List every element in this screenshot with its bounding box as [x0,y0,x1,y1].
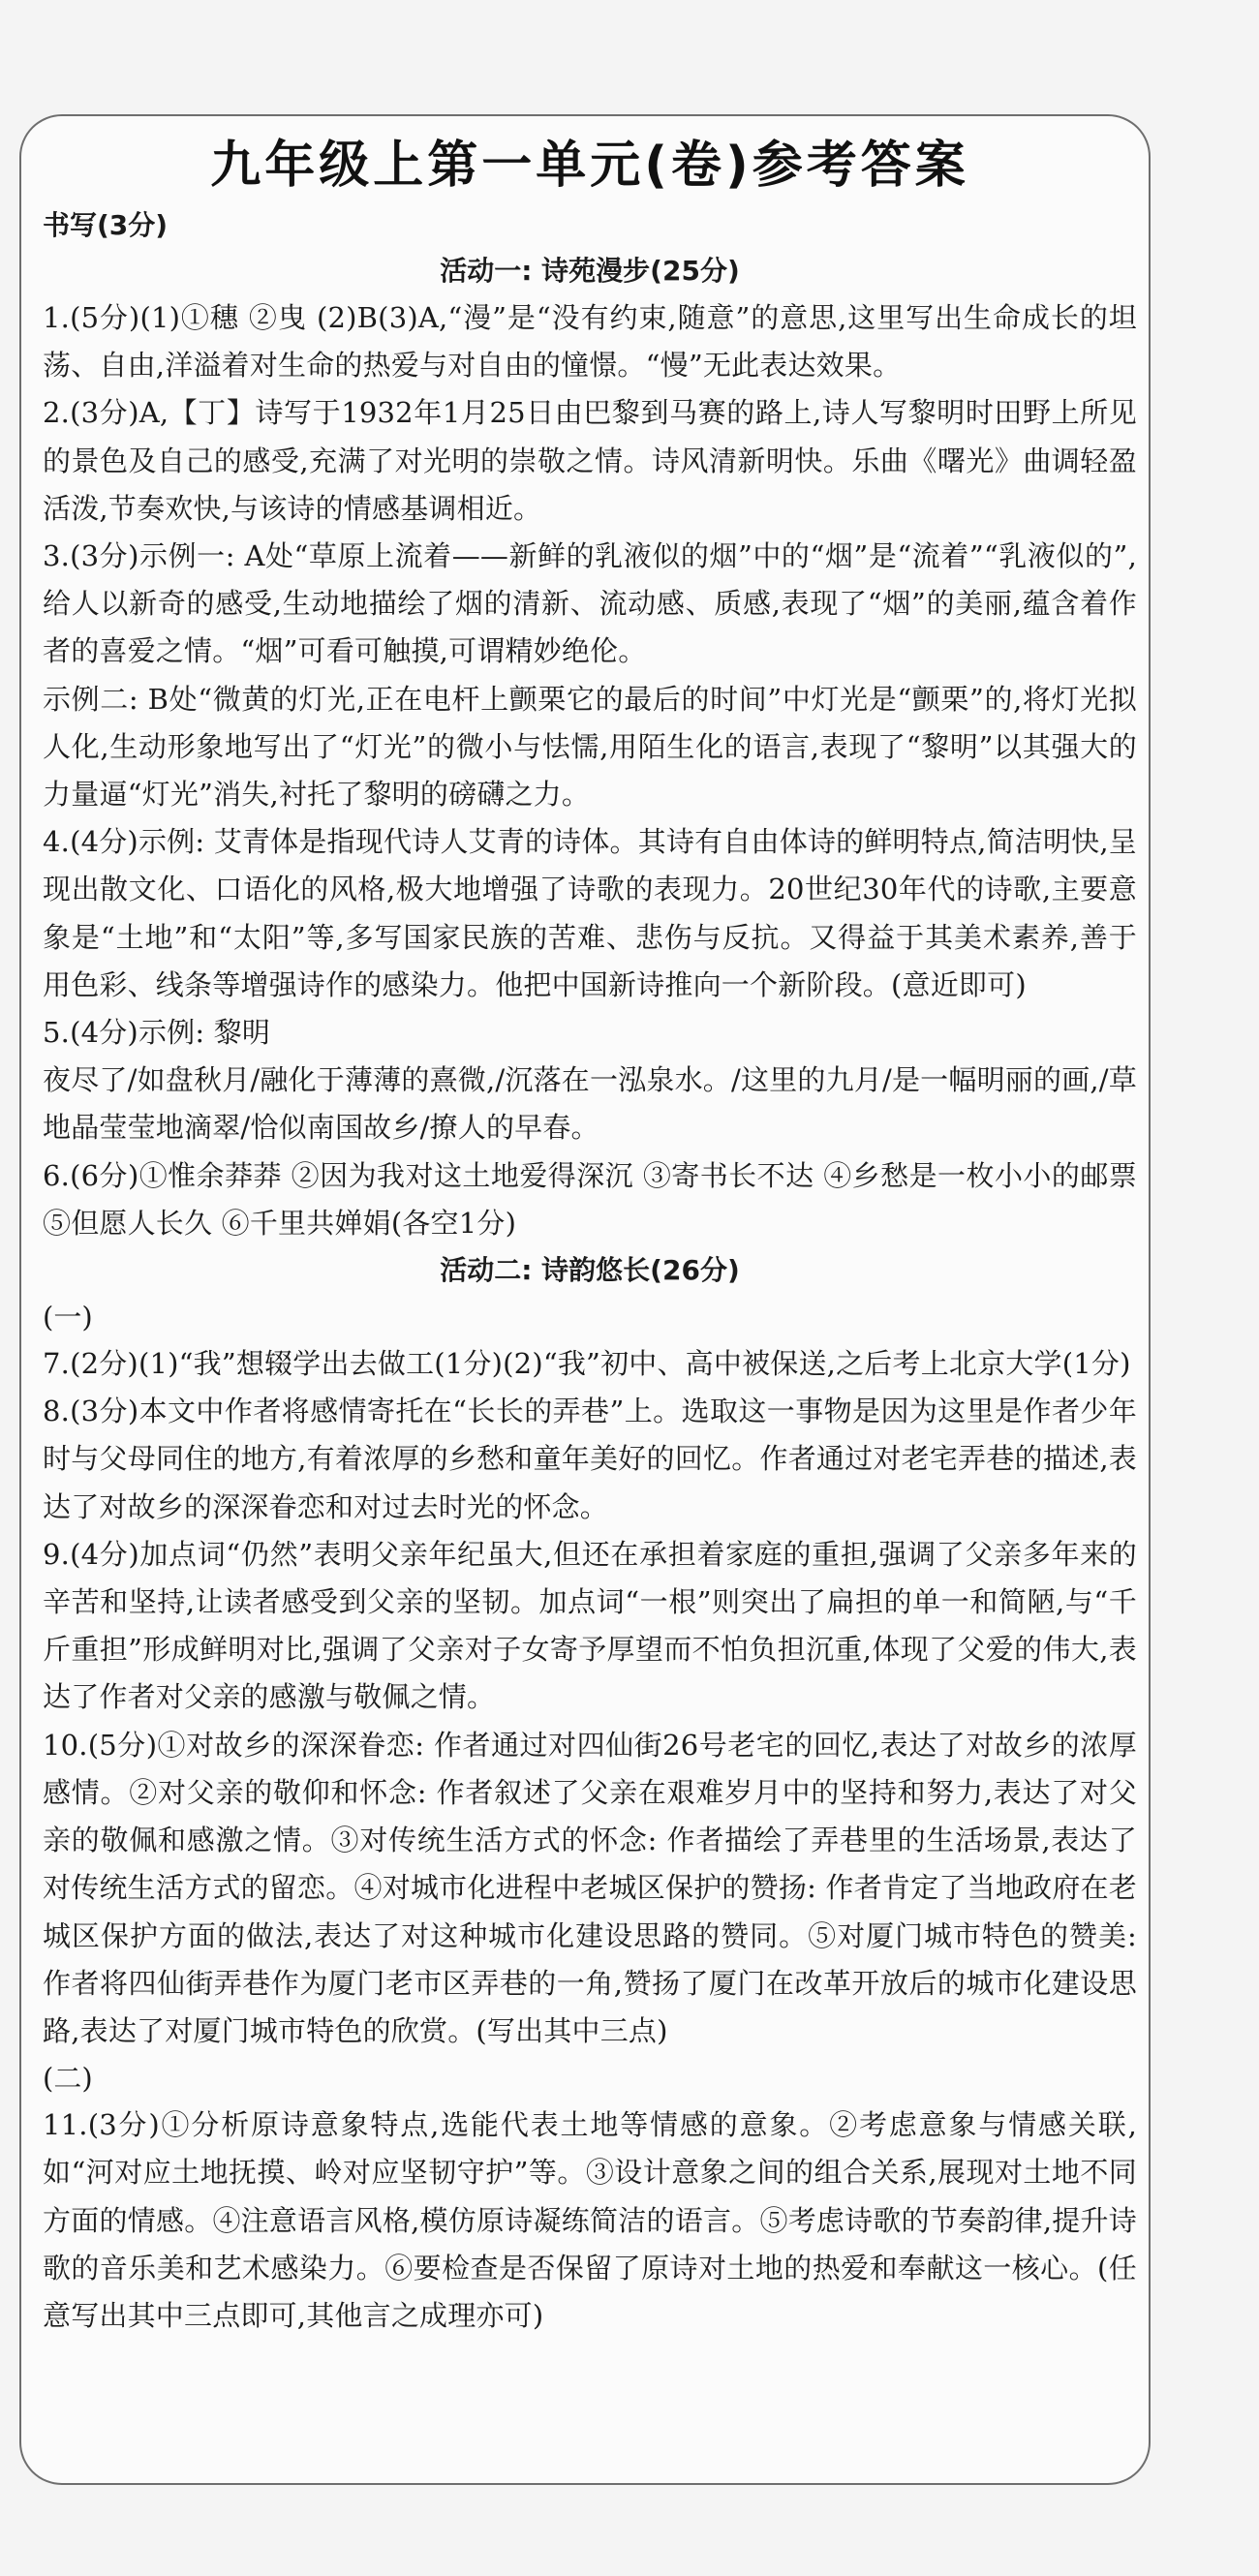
answer-5-poem: 夜尽了/如盘秋月/融化于薄薄的熹微,/沉落在一泓泉水。/这里的九月/是一幅明丽的画,/草地晶莹莹地滴翠/恰似南国故乡/撩人的早春。 [43,1063,1137,1145]
answer-10: 10.(5分)①对故乡的深深眷恋: 作者通过对四仙街26号老宅的回忆,表达了对故乡的浓厚感情。②对父亲的敬仰和怀念: 作者叙述了父亲在艰难岁月中的坚持和努力,表达了对父亲的敬佩和感激之情。③对传统生活方式的怀念: 作者描绘了弄巷里的生活场景,表达了对传统生活方式的留恋。④对城市化进程中老城区保护的赞扬: 作者肯定了当地政府在老城区保护方面的做法,表达了对这种城市化建设思路的赞同。⑤对厦门城市特色的赞美: 作者将四仙街弄巷作为厦门老市区弄巷的一角,赞扬了厦门在改革开放后的城市化建设思路,表达了对厦门城市特色的欣赏。(写出其中三点) [43,1728,1137,2047]
answer-2: 2.(3分)A,【丁】诗写于1932年1月25日由巴黎到马赛的路上,诗人写黎明时田野上所见的景色及自己的感受,充满了对光明的崇敬之情。诗风清新明快。乐曲《曙光》曲调轻盈活泼,节奏欢快,与该诗的情感基调相近。 [43,396,1137,525]
answer-9: 9.(4分)加点词“仍然”表明父亲年纪虽大,但还在承担着家庭的重担,强调了父亲多年来的辛苦和坚持,让读者感受到父亲的坚韧。加点词“一根”则突出了扁担的单一和简陋,与“千斤重担”形成鲜明对比,强调了父亲对子女寄予厚望而不怕负担沉重,体现了父爱的伟大,表达了作者对父亲的感激与敬佩之情。 [43,1537,1137,1714]
answer-7: 7.(2分)(1)“我”想辍学出去做工(1分)(2)“我”初中、高中被保送,之后考上北京大学(1分) [43,1347,1131,1381]
page-title: 九年级上第一单元(卷)参考答案 [210,137,969,195]
writing-score: 书写(3分) [43,209,169,241]
answer-6: 6.(6分)①惟余莽莽 ②因为我对这土地爱得深沉 ③寄书长不达 ④乡愁是一枚小小的邮票 ⑤但愿人长久 ⑥千里共婵娟(各空1分) [43,1158,1137,1240]
section-2-marker: (二) [43,2062,93,2096]
answer-3-example-1: 3.(3分)示例一: A处“草原上流着——新鲜的乳液似的烟”中的“烟”是“流着”“乳液似的”,给人以新奇的感受,生动地描绘了烟的清新、流动感、质感,表现了“烟”的美丽,蕴含着作者的喜爱之情。“烟”可看可触摸,可谓精妙绝伦。 [43,539,1137,668]
answer-3-example-2: 示例二: B处“微黄的灯光,正在电杆上颤栗它的最后的时间”中灯光是“颤栗”的,将灯光拟人化,生动形象地写出了“灯光”的微小与怯懦,用陌生化的语言,表现了“黎明”以其强大的力量逼“灯光”消失,衬托了黎明的磅礴之力。 [43,682,1137,812]
activity-2-heading: 活动二: 诗韵悠长(26分) [440,1254,740,1287]
answer-8: 8.(3分)本文中作者将感情寄托在“长长的弄巷”上。选取这一事物是因为这里是作者少年时与父母同住的地方,有着浓厚的乡愁和童年美好的回忆。作者通过对老宅弄巷的描述,表达了对故乡的深深眷恋和对过去时光的怀念。 [43,1395,1137,1523]
activity-1-heading: 活动一: 诗苑漫步(25分) [440,255,740,287]
answer-content [43,132,1137,2340]
section-1-marker: (一) [43,1301,93,1334]
answer-1: 1.(5分)(1)①穗 ②曳 (2)B(3)A,“漫”是“没有约束,随意”的意思,这里写出生命成长的坦荡、自由,洋溢着对生命的热爱与对自由的憧憬。“慢”无此表达效果。 [43,301,1137,383]
answer-4: 4.(4分)示例: 艾青体是指现代诗人艾青的诗体。其诗有自由体诗的鲜明特点,简洁明快,呈现出散文化、口语化的风格,极大地增强了诗歌的表现力。20世纪30年代的诗歌,主要意象是“土地”和“太阳”等,多写国家民族的苦难、悲伤与反抗。又得益于其美术素养,善于用色彩、线条等增强诗作的感染力。他把中国新诗推向一个新阶段。(意近即可) [43,825,1137,1001]
answer-5: 5.(4分)示例: 黎明 [43,1016,271,1050]
answer-11: 11.(3分)①分析原诗意象特点,选能代表土地等情感的意象。②考虑意象与情感关联,如“河对应土地抚摸、岭对应坚韧守护”等。③设计意象之间的组合关系,展现对土地不同方面的情感。④注意语言风格,模仿原诗凝练简洁的语言。⑤考虑诗歌的节奏韵律,提升诗歌的音乐美和艺术感染力。⑥要检查是否保留了原诗对土地的热爱和奉献这一核心。(任意写出其中三点即可,其他言之成理亦可) [43,2108,1137,2332]
